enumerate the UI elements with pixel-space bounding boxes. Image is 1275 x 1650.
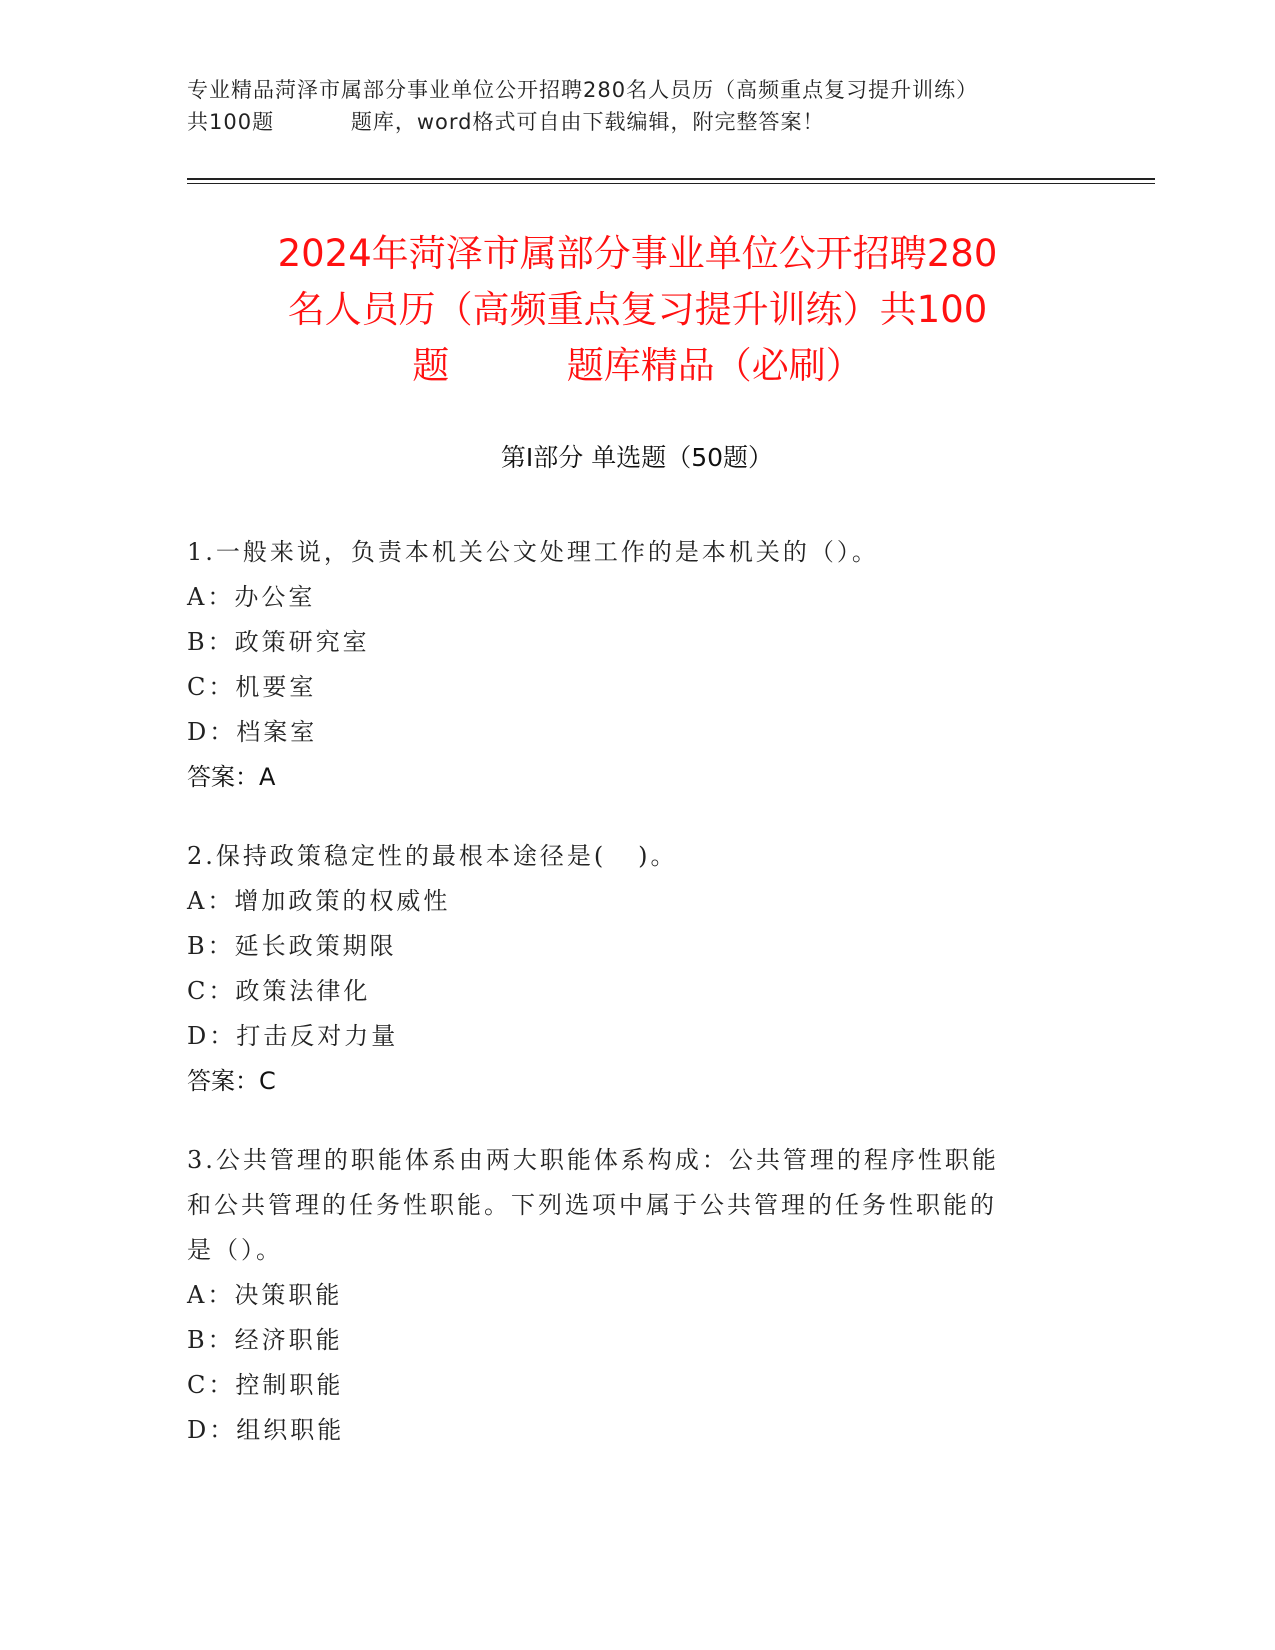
option-b: B：延长政策期限	[187, 932, 397, 960]
option-a: A：决策职能	[187, 1281, 343, 1309]
running-header-line-1: 专业精品菏泽市属部分事业单位公开招聘280名人员历（高频重点复习提升训练）	[187, 78, 979, 102]
question-stem-line: 2.保持政策稳定性的最根本途径是( )。	[187, 842, 678, 870]
question-2	[187, 834, 1067, 1104]
header-rule-thin	[187, 183, 1155, 184]
option-c: C：政策法律化	[187, 977, 371, 1005]
document-title-line-2: 名人员历（高频重点复习提升训练）共100	[287, 288, 988, 331]
option-a: A：办公室	[187, 583, 316, 611]
running-header	[187, 74, 1087, 138]
answer-line: 答案：A	[187, 763, 276, 791]
option-c: C：机要室	[187, 673, 317, 701]
answer-line: 答案：C	[187, 1067, 276, 1095]
question-stem-line: 3.公共管理的职能体系由两大职能体系构成：公共管理的程序性职能	[187, 1146, 999, 1174]
question-1	[187, 530, 1067, 800]
question-stem	[187, 834, 1067, 879]
question-3	[187, 1138, 1067, 1453]
question-stem	[187, 530, 1067, 575]
header-rule-thick	[187, 178, 1155, 180]
question-stem-line: 和公共管理的任务性职能。下列选项中属于公共管理的任务性职能的	[187, 1191, 997, 1219]
document-title	[120, 226, 1155, 394]
question-stem-line: 是（）。	[187, 1236, 283, 1264]
option-a: A：增加政策的权威性	[187, 887, 451, 915]
option-b: B：经济职能	[187, 1326, 343, 1354]
section-heading: 第Ⅰ部分 单选题（50题）	[500, 443, 774, 472]
question-stem-line: 1.一般来说，负责本机关公文处理工作的是本机关的（）。	[187, 538, 879, 566]
option-d: D：组织职能	[187, 1416, 345, 1444]
document-title-line-3: 题 题库精品（必刷）	[412, 344, 863, 387]
question-list	[187, 530, 1067, 1487]
running-header-line-2: 共100题 题库，word格式可自由下载编辑，附完整答案！	[187, 110, 825, 134]
document-title-line-1: 2024年菏泽市属部分事业单位公开招聘280	[277, 232, 998, 275]
option-d: D：打击反对力量	[187, 1022, 399, 1050]
option-c: C：控制职能	[187, 1371, 344, 1399]
question-stem	[187, 1138, 1067, 1273]
option-d: D：档案室	[187, 718, 318, 746]
option-b: B：政策研究室	[187, 628, 370, 656]
